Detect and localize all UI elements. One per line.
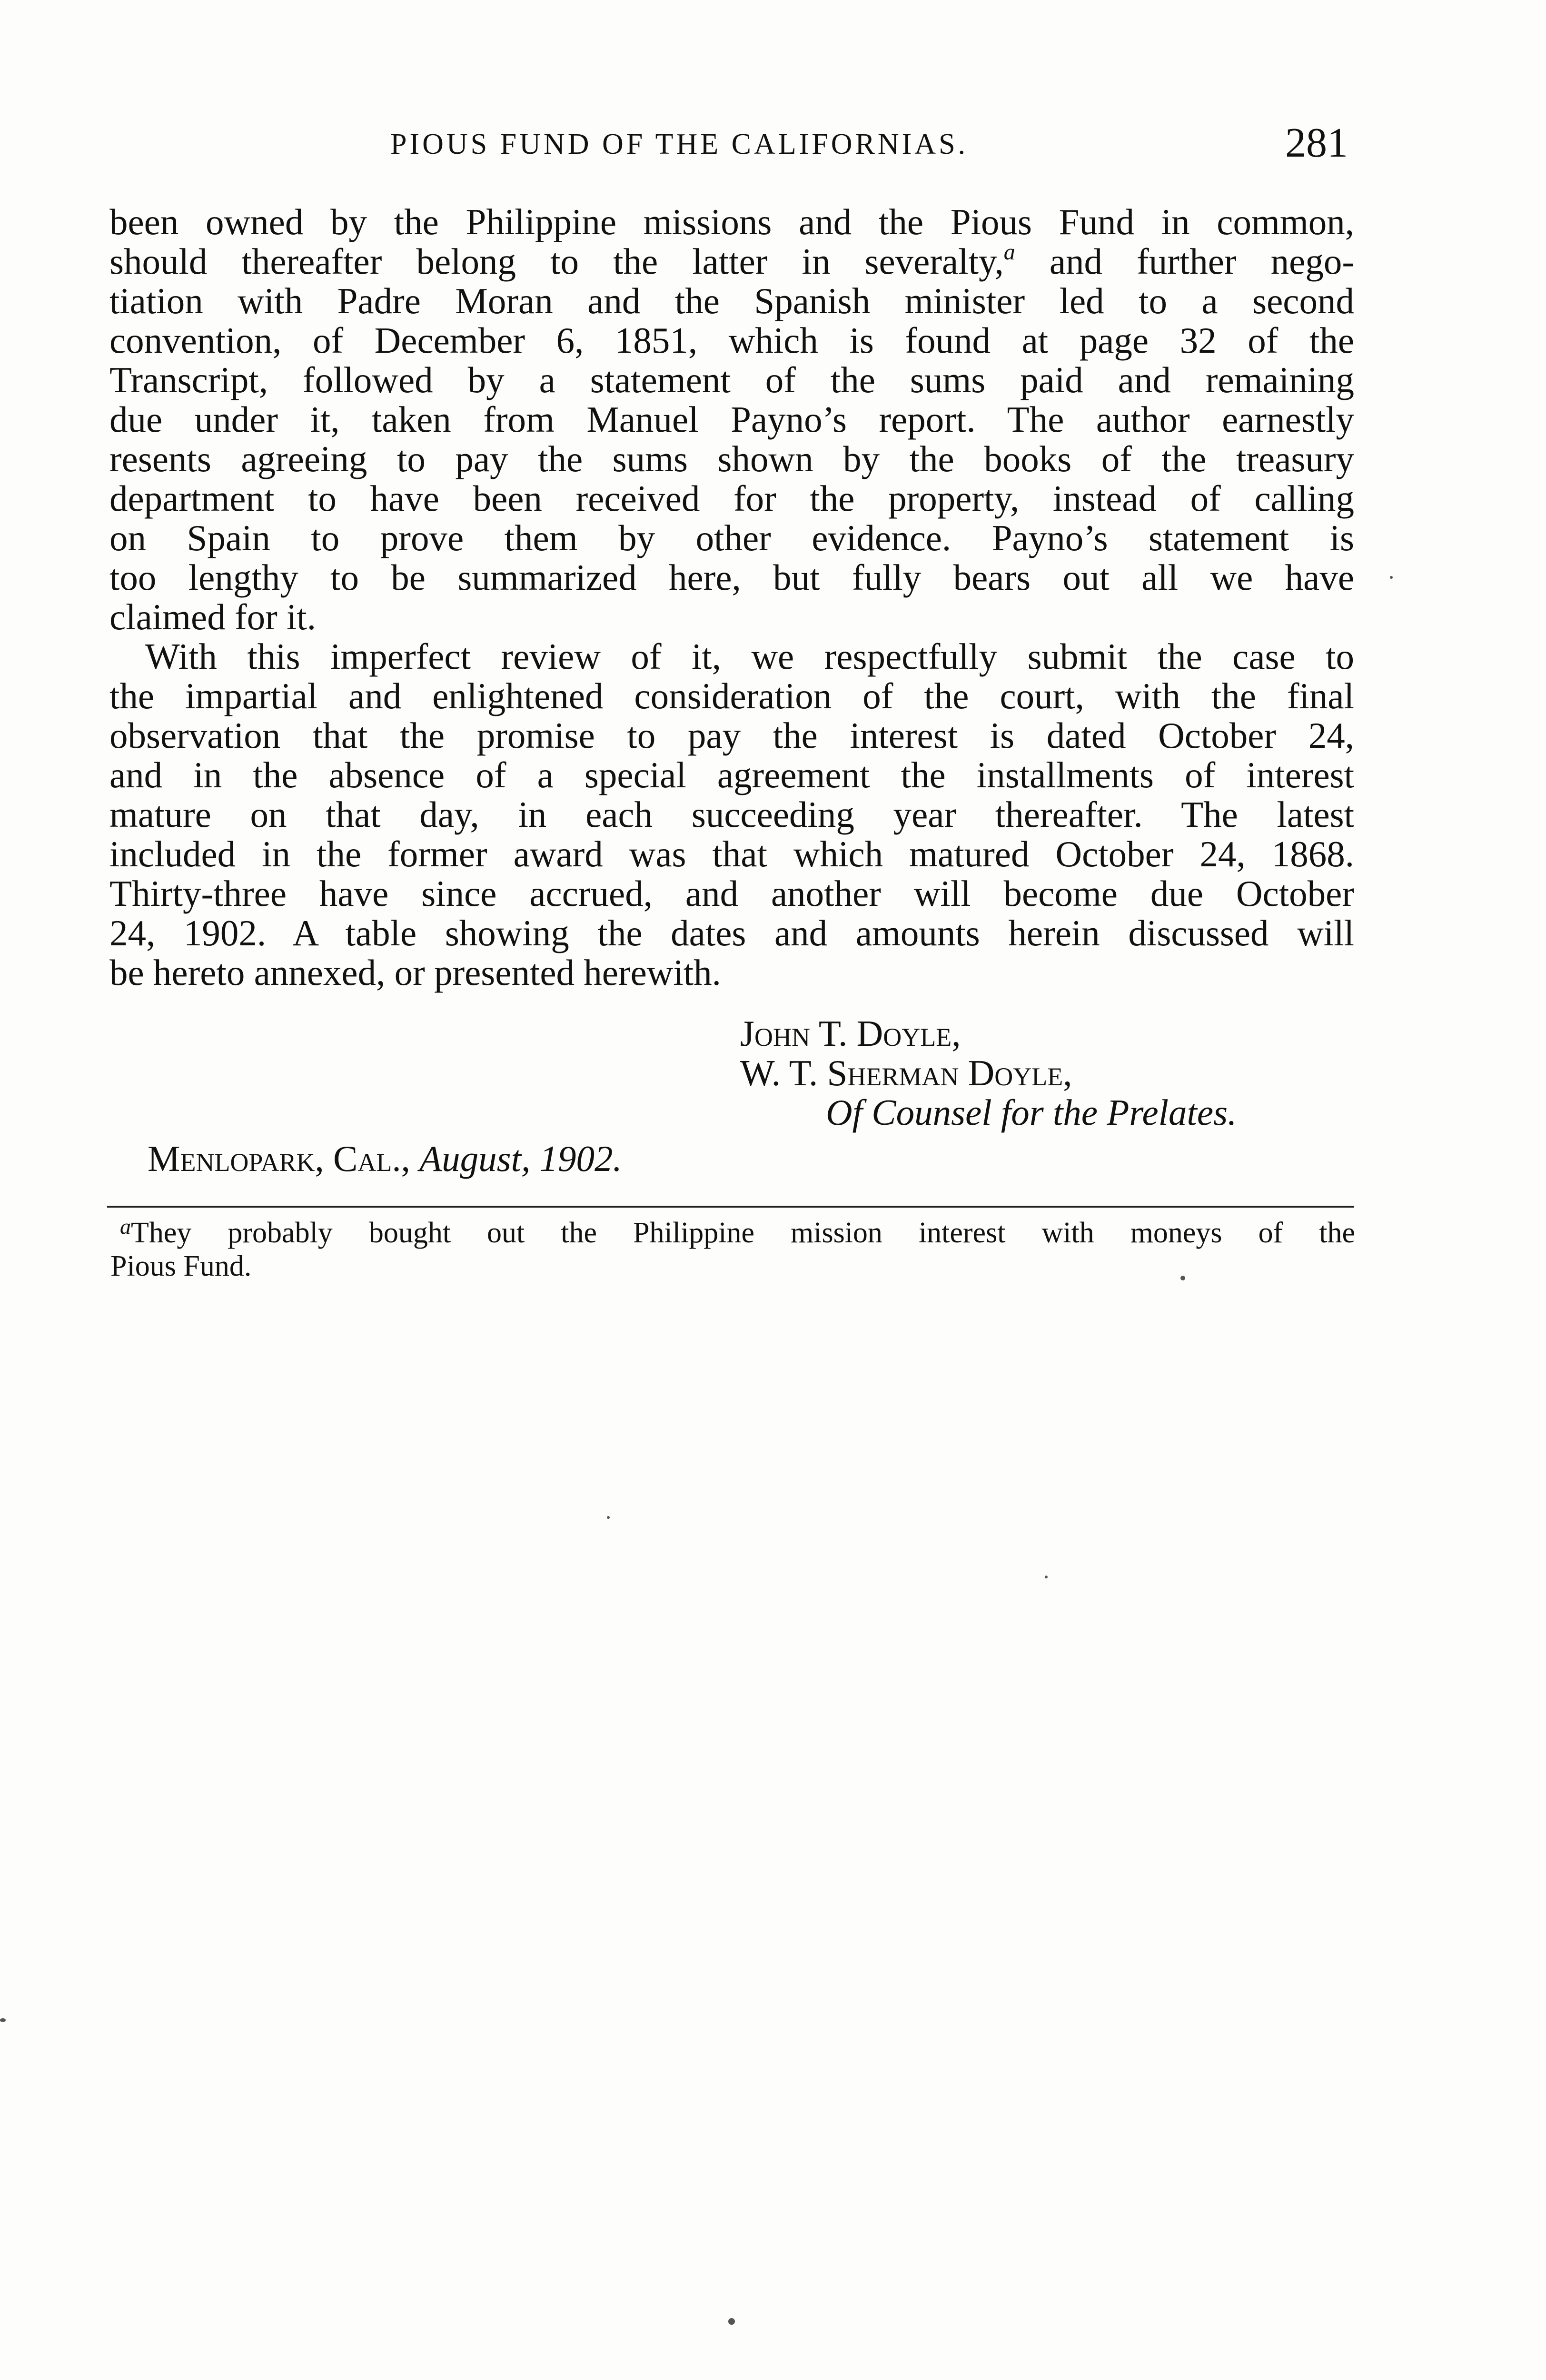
body-line: 24, 1902. A table showing the dates and amounts herein discussed will <box>109 912 1354 953</box>
body-line: mature on that day, in each succeeding year thereafter. The latest <box>109 794 1354 835</box>
footnote-divider <box>107 1206 1354 1208</box>
page-number: 281 <box>1285 120 1348 166</box>
scan-speck <box>1045 1576 1048 1578</box>
body-line: tiation with Padre Moran and the Spanish minister led to a second <box>109 280 1354 321</box>
body-line: Transcript, followed by a statement of the sums paid and remaining <box>109 359 1354 400</box>
signature-block <box>740 1014 1237 1132</box>
body-line: on Spain to prove them by other evidence. Payno’s statement is <box>109 517 1354 558</box>
body-line-text: should thereafter belong to the latter in severalty, <box>109 241 1004 282</box>
footnote <box>110 1216 1355 1283</box>
body-line: Thirty-three have since accrued, and another will become due October <box>109 873 1354 914</box>
scan-speck <box>607 1516 610 1519</box>
dateline-date: August, 1902. <box>419 1138 622 1179</box>
body-line: too lengthy to be summarized here, but fully bears out all we have <box>109 557 1354 598</box>
dateline-place: Menlopark, Cal., <box>148 1138 420 1179</box>
body-line: convention, of December 6, 1851, which is found at page 32 of the <box>109 320 1354 361</box>
body-line: observation that the promise to pay the interest is dated October 24, <box>109 715 1354 756</box>
scan-speck <box>0 2018 6 2022</box>
dateline <box>148 1138 622 1180</box>
body-line-text: and further nego- <box>1015 241 1354 282</box>
signature-name: W. T. Sherman Doyle, <box>740 1052 1072 1093</box>
scan-speck <box>728 2318 735 2325</box>
body-line: department to have been received for the property, instead of calling <box>109 478 1354 519</box>
body-line: be hereto annexed, or presented herewith. <box>109 952 721 993</box>
footnote-text: They probably bought out the Philippine mission interest with moneys of the <box>131 1217 1355 1249</box>
signature-role: Of Counsel for the Prelates. <box>826 1092 1237 1133</box>
body-line: been owned by the Philippine missions and the Pious Fund in common, <box>109 201 1354 242</box>
body-line <box>109 239 1354 282</box>
scan-speck <box>1390 576 1393 579</box>
body-line: the impartial and enlightened consideration of the court, with the final <box>109 675 1354 716</box>
scan-speck <box>1180 1276 1185 1280</box>
body-line: With this imperfect review of it, we respectfully submit the case to <box>145 636 1354 677</box>
body-line: claimed for it. <box>109 596 317 637</box>
body-line: included in the former award was that which matured October 24, 1868. <box>109 833 1354 874</box>
signature-name: John T. Doyle, <box>740 1013 961 1054</box>
body-text <box>109 202 1354 992</box>
footnote-line <box>110 1216 1355 1250</box>
footnote-marker: a <box>120 1214 131 1239</box>
footnote-line: Pious Fund. <box>110 1250 252 1282</box>
body-line: due under it, taken from Manuel Payno’s report. The author earnestly <box>109 399 1354 440</box>
running-head: PIOUS FUND OF THE CALIFORNIAS. <box>390 128 969 160</box>
footnote-reference: a <box>1003 239 1015 265</box>
body-line: and in the absence of a special agreement the installments of interest <box>109 754 1354 795</box>
body-line: resents agreeing to pay the sums shown by the books of the treasury <box>109 438 1354 479</box>
